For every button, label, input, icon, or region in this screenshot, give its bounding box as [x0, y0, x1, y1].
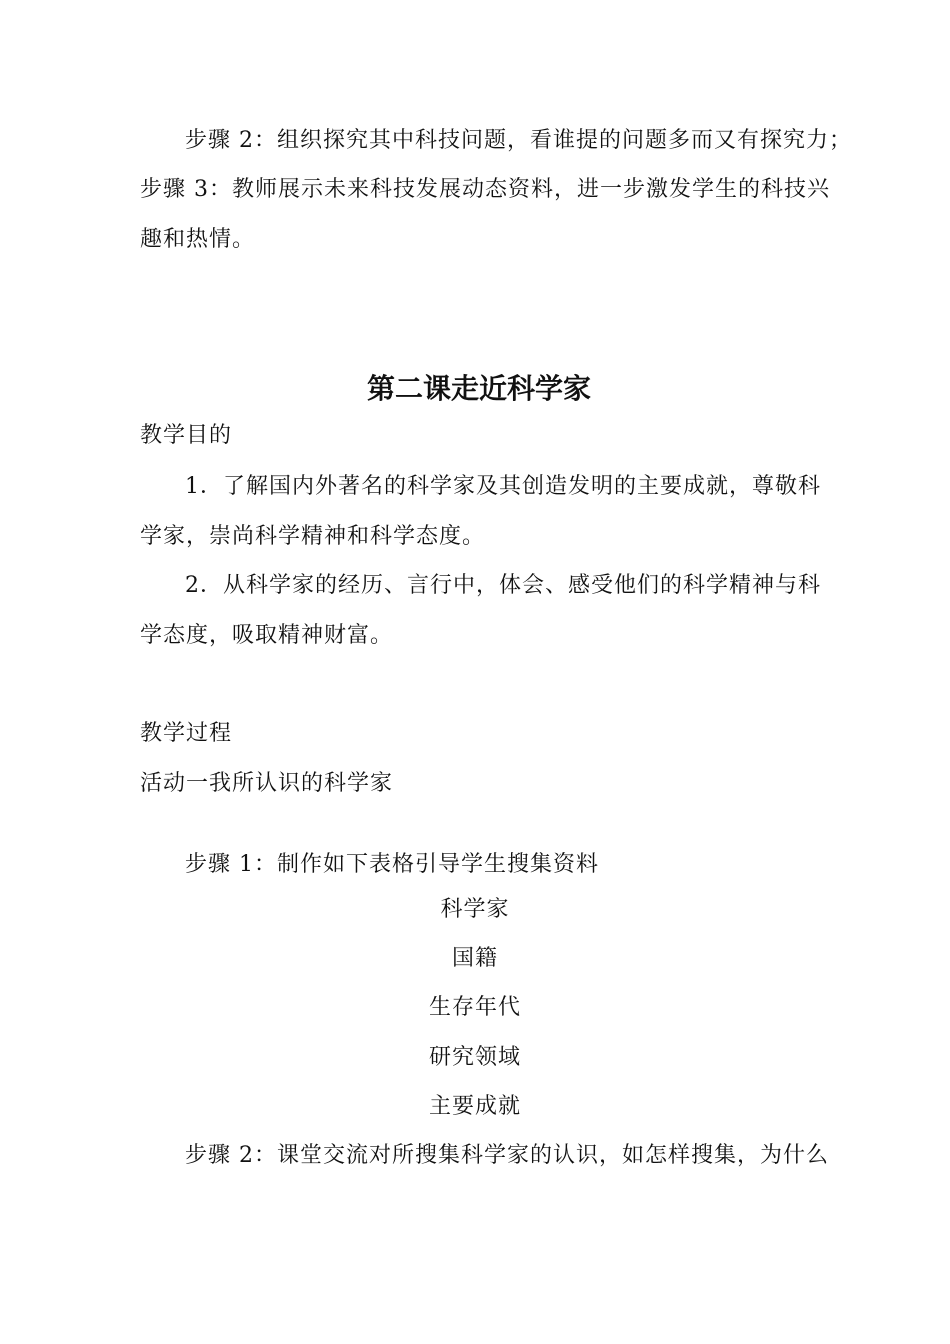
- activity-heading: 活动一我所认识的科学家: [140, 771, 394, 796]
- step3-text-continuation: 趣和热情。: [140, 227, 256, 252]
- table-field-era: 生存年代: [428, 995, 521, 1020]
- objective-heading: 教学目的: [140, 423, 233, 448]
- step1-text: 步骤 1：制作如下表格引导学生搜集资料: [185, 852, 599, 877]
- objective-1-line-1: 1．了解国内外著名的科学家及其创造发明的主要成就，尊敬科: [185, 474, 821, 499]
- table-field-nationality: 国籍: [451, 946, 498, 971]
- objective-2-line-1: 2．从科学家的经历、言行中，体会、感受他们的科学精神与科: [185, 573, 821, 598]
- step2-exchange-text: 步骤 2：课堂交流对所搜集科学家的认识，如怎样搜集，为什么: [185, 1143, 829, 1168]
- process-heading: 教学过程: [140, 721, 233, 746]
- objective-1-line-2: 学家，崇尚科学精神和科学态度。: [140, 524, 486, 549]
- table-field-research-area: 研究领域: [428, 1045, 521, 1070]
- table-field-achievements: 主要成就: [428, 1094, 521, 1119]
- objective-2-line-2: 学态度，吸取精神财富。: [140, 623, 394, 648]
- step2-text-line: 步骤 2：组织探究其中科技问题，看谁提的问题多而又有探究力；: [185, 128, 852, 153]
- table-field-scientist: 科学家: [440, 897, 510, 922]
- step3-text-line: 步骤 3：教师展示未来科技发展动态资料，进一步激发学生的科技兴: [140, 177, 830, 202]
- lesson-title: 第二课走近科学家: [366, 372, 591, 405]
